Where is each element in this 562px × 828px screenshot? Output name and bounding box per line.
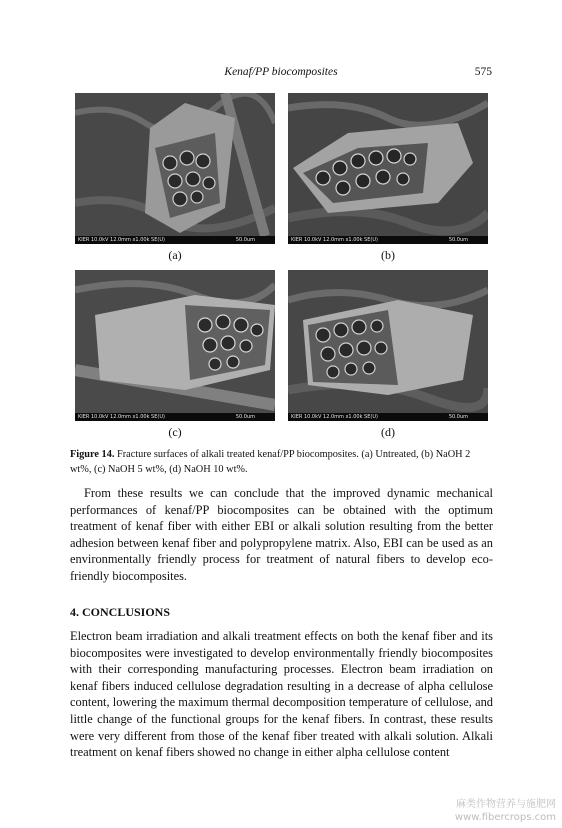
watermark-line-2: www.fibercrops.com: [454, 812, 556, 823]
sem-image-a: [75, 93, 275, 244]
page-number: 575: [474, 66, 492, 78]
caption-text: Fracture surfaces of alkali treated kenaf/PP biocomposites. (a) Untreated, (b) NaOH 2 wt%, (c) NaOH 5 wt%, (d) NaOH 10 wt%.: [70, 449, 471, 475]
caption-prefix: Figure 14.: [70, 449, 115, 460]
watermark-line-1: 麻类作物营养与施肥网: [456, 799, 556, 810]
sem-image-d: [288, 270, 488, 421]
sem-info-bar: KIER 10.0kV 12.0mm x1.00k SE(U) 50.0um: [75, 413, 275, 421]
body-paragraph-2: Electron beam irradiation and alkali treatment effects on both the kenaf fiber and its biocomposites were investigated to develop environmentally friendly biocomposites with their corresponding manufacturing processes. Electron beam irradiation on kenaf fibers induced cellulose degradation resulting in a decrease of alpha cellulose content, lowering the maximum thermal decomposition temperature of cellulose, and little change of the functional groups for the kenaf fibers. In contrast, these results were very different from those of the kenaf fiber treated with alkali solution. Alkali treatment on kenaf fibers showed no change in either alpha cellulose content: [70, 629, 493, 760]
figure-caption: [70, 447, 493, 477]
figure-label-a: (a): [168, 248, 182, 262]
running-title: Kenaf/PP biocomposites: [224, 66, 338, 78]
figure-label-c: (c): [168, 425, 182, 439]
section-heading: 4. CONCLUSIONS: [70, 605, 171, 619]
figure-label-b: (b): [381, 248, 395, 262]
running-header: [70, 66, 492, 82]
sem-info-bar: KIER 10.0kV 12.0mm x1.00k SE(U) 50.0um: [288, 413, 488, 421]
body-paragraph-1: From these results we can conclude that the improved dynamic mechanical performances of kenaf/PP biocomposites can be obtained with the optimum treatment of kenaf fiber with either EBI or alkali solution resulting from the better adhesion between kenaf fiber and polypropylene matrix. Also, EBI can be used as an environmentally friendly process for treatment of natural fibers to develop eco-friendly biocomposites.: [70, 486, 493, 583]
figure-label-d: (d): [381, 425, 395, 439]
sem-image-c: [75, 270, 275, 421]
sem-info-bar: KIER 10.0kV 12.0mm x1.00k SE(U) 50.0um: [75, 236, 275, 244]
sem-image-b: [288, 93, 488, 244]
sem-info-bar: KIER 10.0kV 12.0mm x1.00k SE(U) 50.0um: [288, 236, 488, 244]
